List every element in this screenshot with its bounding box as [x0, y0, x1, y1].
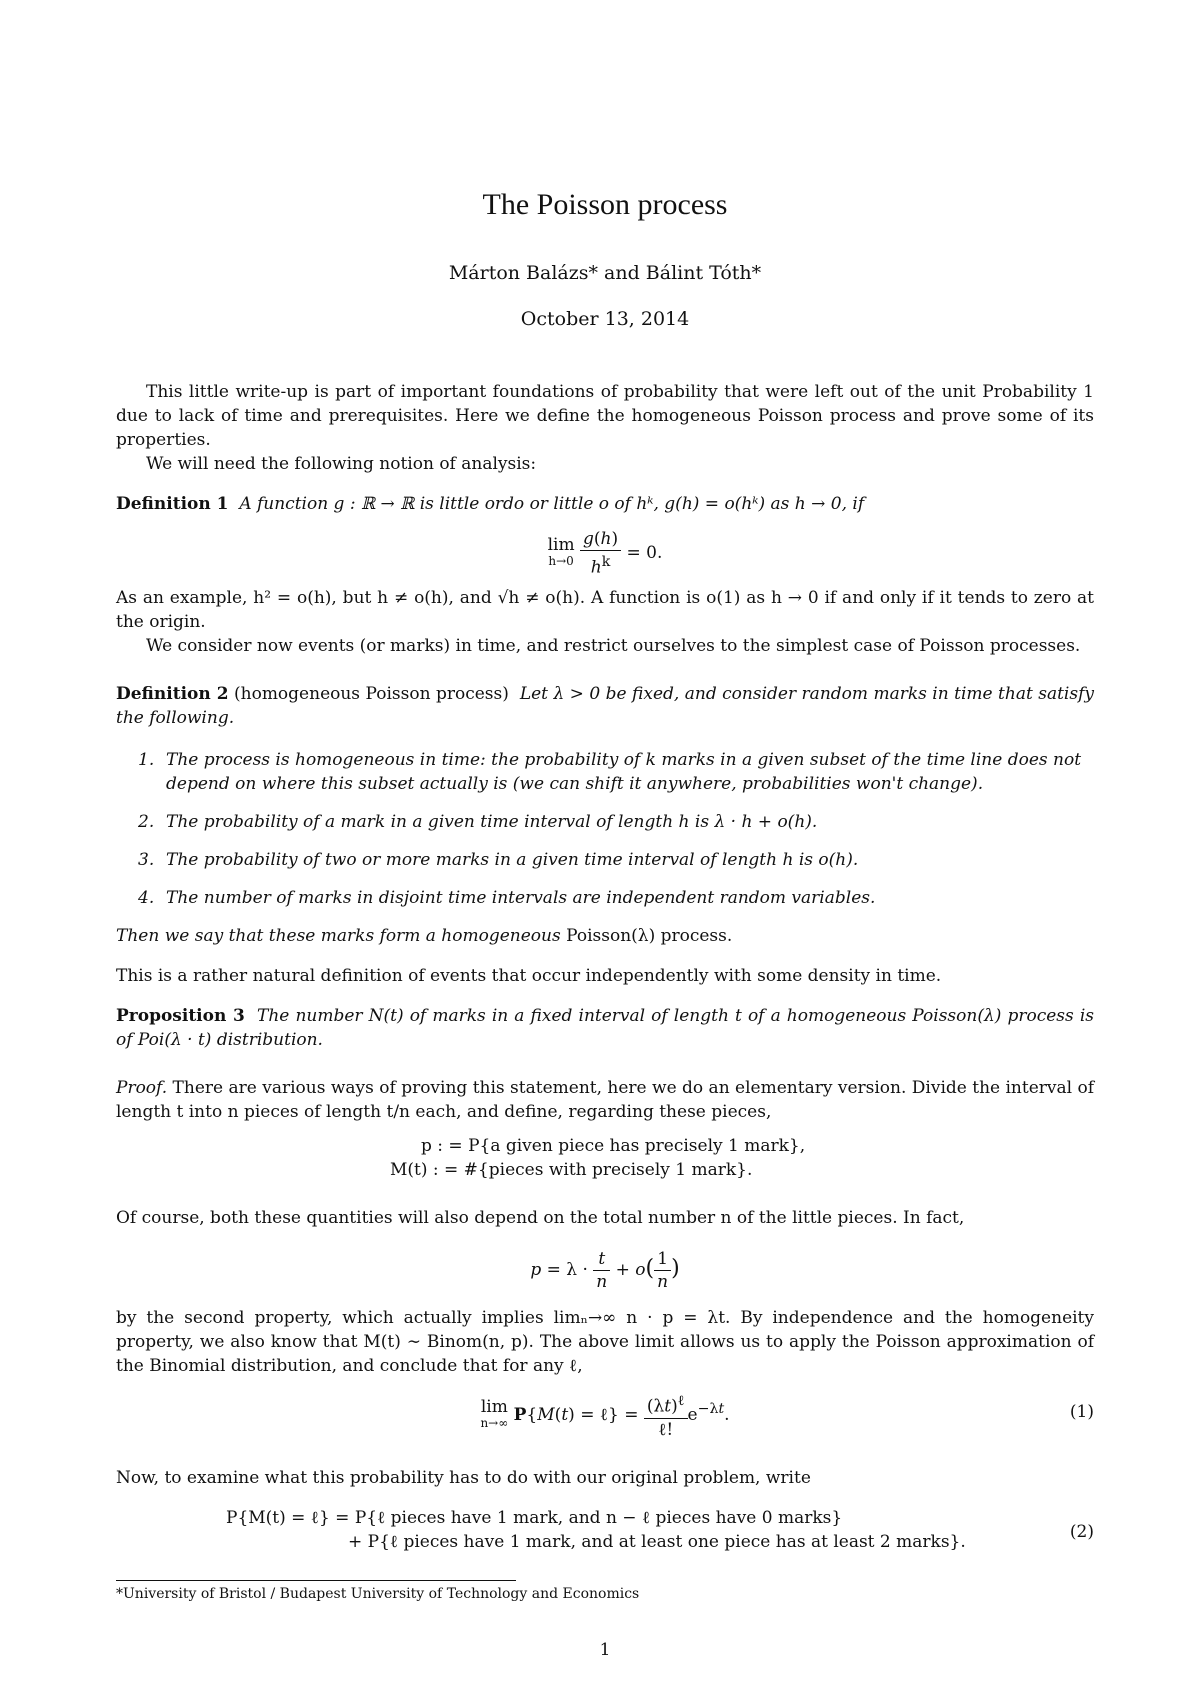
equation-2-line-1: P{M(t) = ℓ} = P{ℓ pieces have 1 mark, and n − ℓ pieces have 0 marks} — [226, 1508, 843, 1528]
equation-2 — [116, 1506, 1094, 1554]
page-number: 1 — [599, 1640, 611, 1660]
list-item: 2. The probability of a mark in a given time interval of length h is λ · h + o(h). — [138, 812, 818, 832]
equation-number: (2) — [1069, 1522, 1094, 1542]
definition-text: A function g : ℝ → ℝ is little ordo or little o of hᵏ, g(h) = o(hᵏ) as h → 0, if — [239, 494, 865, 514]
paper-authors: Márton Balázs* and Bálint Tóth* — [448, 262, 762, 284]
aligned-definitions — [116, 1134, 1094, 1182]
paper-date: October 13, 2014 — [520, 308, 690, 330]
abstract — [116, 380, 1094, 476]
def1-followup — [116, 586, 1094, 658]
list-item: 4. The number of marks in disjoint time intervals are independent random variables. — [138, 888, 876, 908]
definition-text: Let λ > 0 be fixed, and consider random marks in time that satisfy the following. — [116, 684, 1094, 728]
definition-label: Definition 1 — [116, 494, 229, 514]
example-paragraph: As an example, h² = o(h), but h ≠ o(h), and √h ≠ o(h). A function is o(1) as h → 0 if and only if it tends to zero at the origin. — [116, 588, 1094, 632]
display-equals: = 0. — [626, 542, 663, 563]
definition-2 — [116, 682, 1094, 730]
proposition-3 — [116, 1004, 1094, 1052]
proof-paragraph-2: Of course, both these quantities will also depend on the total number n of the little pieces. In fact, — [116, 1208, 965, 1228]
proof-label: Proof. — [116, 1078, 168, 1098]
limit-operator: lim h→0 — [547, 535, 575, 569]
footnote: *University of Bristol / Budapest University of Technology and Economics — [116, 1586, 640, 1602]
equation-m: M(t) : = #{pieces with precisely 1 mark}. — [390, 1160, 753, 1180]
remark: This is a rather natural definition of events that occur independently with some density in time. — [116, 966, 942, 986]
equation-2-line-2: + P{ℓ pieces have 1 mark, and at least one piece has at least 2 marks}. — [348, 1532, 966, 1552]
equation-p-approx: p = λ · $\frac{t}{n}$ + o( $\frac{1}{n}$ ) — [530, 1249, 680, 1292]
proposition-text: The number N(t) of marks in a fixed interval of length t of a homogeneous Poisson(λ) process is of Poi(λ · t) distribution. — [116, 1006, 1095, 1050]
proof-paragraph-3: by the second property, which actually implies limₙ→∞ n · p = λt. By independence and the homogeneity property, we also know that M(t) ∼ Binom(n, p). The above limit allows us to apply the Poisson approximation of the Binomial distribution, and conclude that for any ℓ, — [116, 1308, 1094, 1376]
definition-1 — [116, 492, 1094, 516]
footnote-rule — [116, 1580, 516, 1581]
list-item: 1. The process is homogeneous in time: the probability of k marks in a given subset of the time line does not depend on where this subset actually is (we can shift it anywhere, probabilities won't change). — [138, 750, 1082, 794]
equation-number: (1) — [1069, 1402, 1094, 1422]
events-paragraph: We consider now events (or marks) in time, and restrict ourselves to the simplest case of Poisson processes. — [146, 636, 1081, 656]
paper-page — [116, 0, 1094, 1698]
abstract-paragraph: This little write-up is part of important foundations of probability that were left out of the unit Probability 1 due to lack of time and prerequisites. Here we define the homogeneous Poisson process and prove some of its properties. — [116, 382, 1094, 450]
proposition-label: Proposition 3 — [116, 1006, 245, 1026]
property-list — [116, 748, 1094, 924]
definition-conclusion: Then we say that these marks form a homogeneous Poisson(λ) process. — [116, 926, 733, 946]
paper-title: The Poisson process — [482, 188, 728, 221]
limit-display — [116, 528, 1094, 579]
abstract-paragraph-2: We will need the following notion of analysis: — [146, 454, 537, 474]
equation-1: lim n→∞ P{M(t) = ℓ} = $\frac{(\lambda t)^\ell}{\text{ℓ!}}$ $e^{-\lambda t}$. (1) — [116, 1390, 1094, 1441]
list-item: 3. The probability of two or more marks in a given time interval of length h is o(h). — [138, 850, 859, 870]
proof: Proof. There are various ways of proving this statement, here we do an elementary version. Divide the interval of length t into n pieces of length t/n each, and define, regarding these pieces, — [116, 1078, 1095, 1122]
proof-paragraph-4: Now, to examine what this probability has to do with our original problem, write — [116, 1468, 811, 1488]
fraction: $\frac{g(h)}{h^k}$ — [580, 528, 621, 579]
definition-paren: (homogeneous Poisson process) — [234, 684, 509, 704]
equation-p: p : = P{a given piece has precisely 1 mark}, — [421, 1136, 806, 1156]
definition-label: Definition 2 — [116, 684, 229, 704]
